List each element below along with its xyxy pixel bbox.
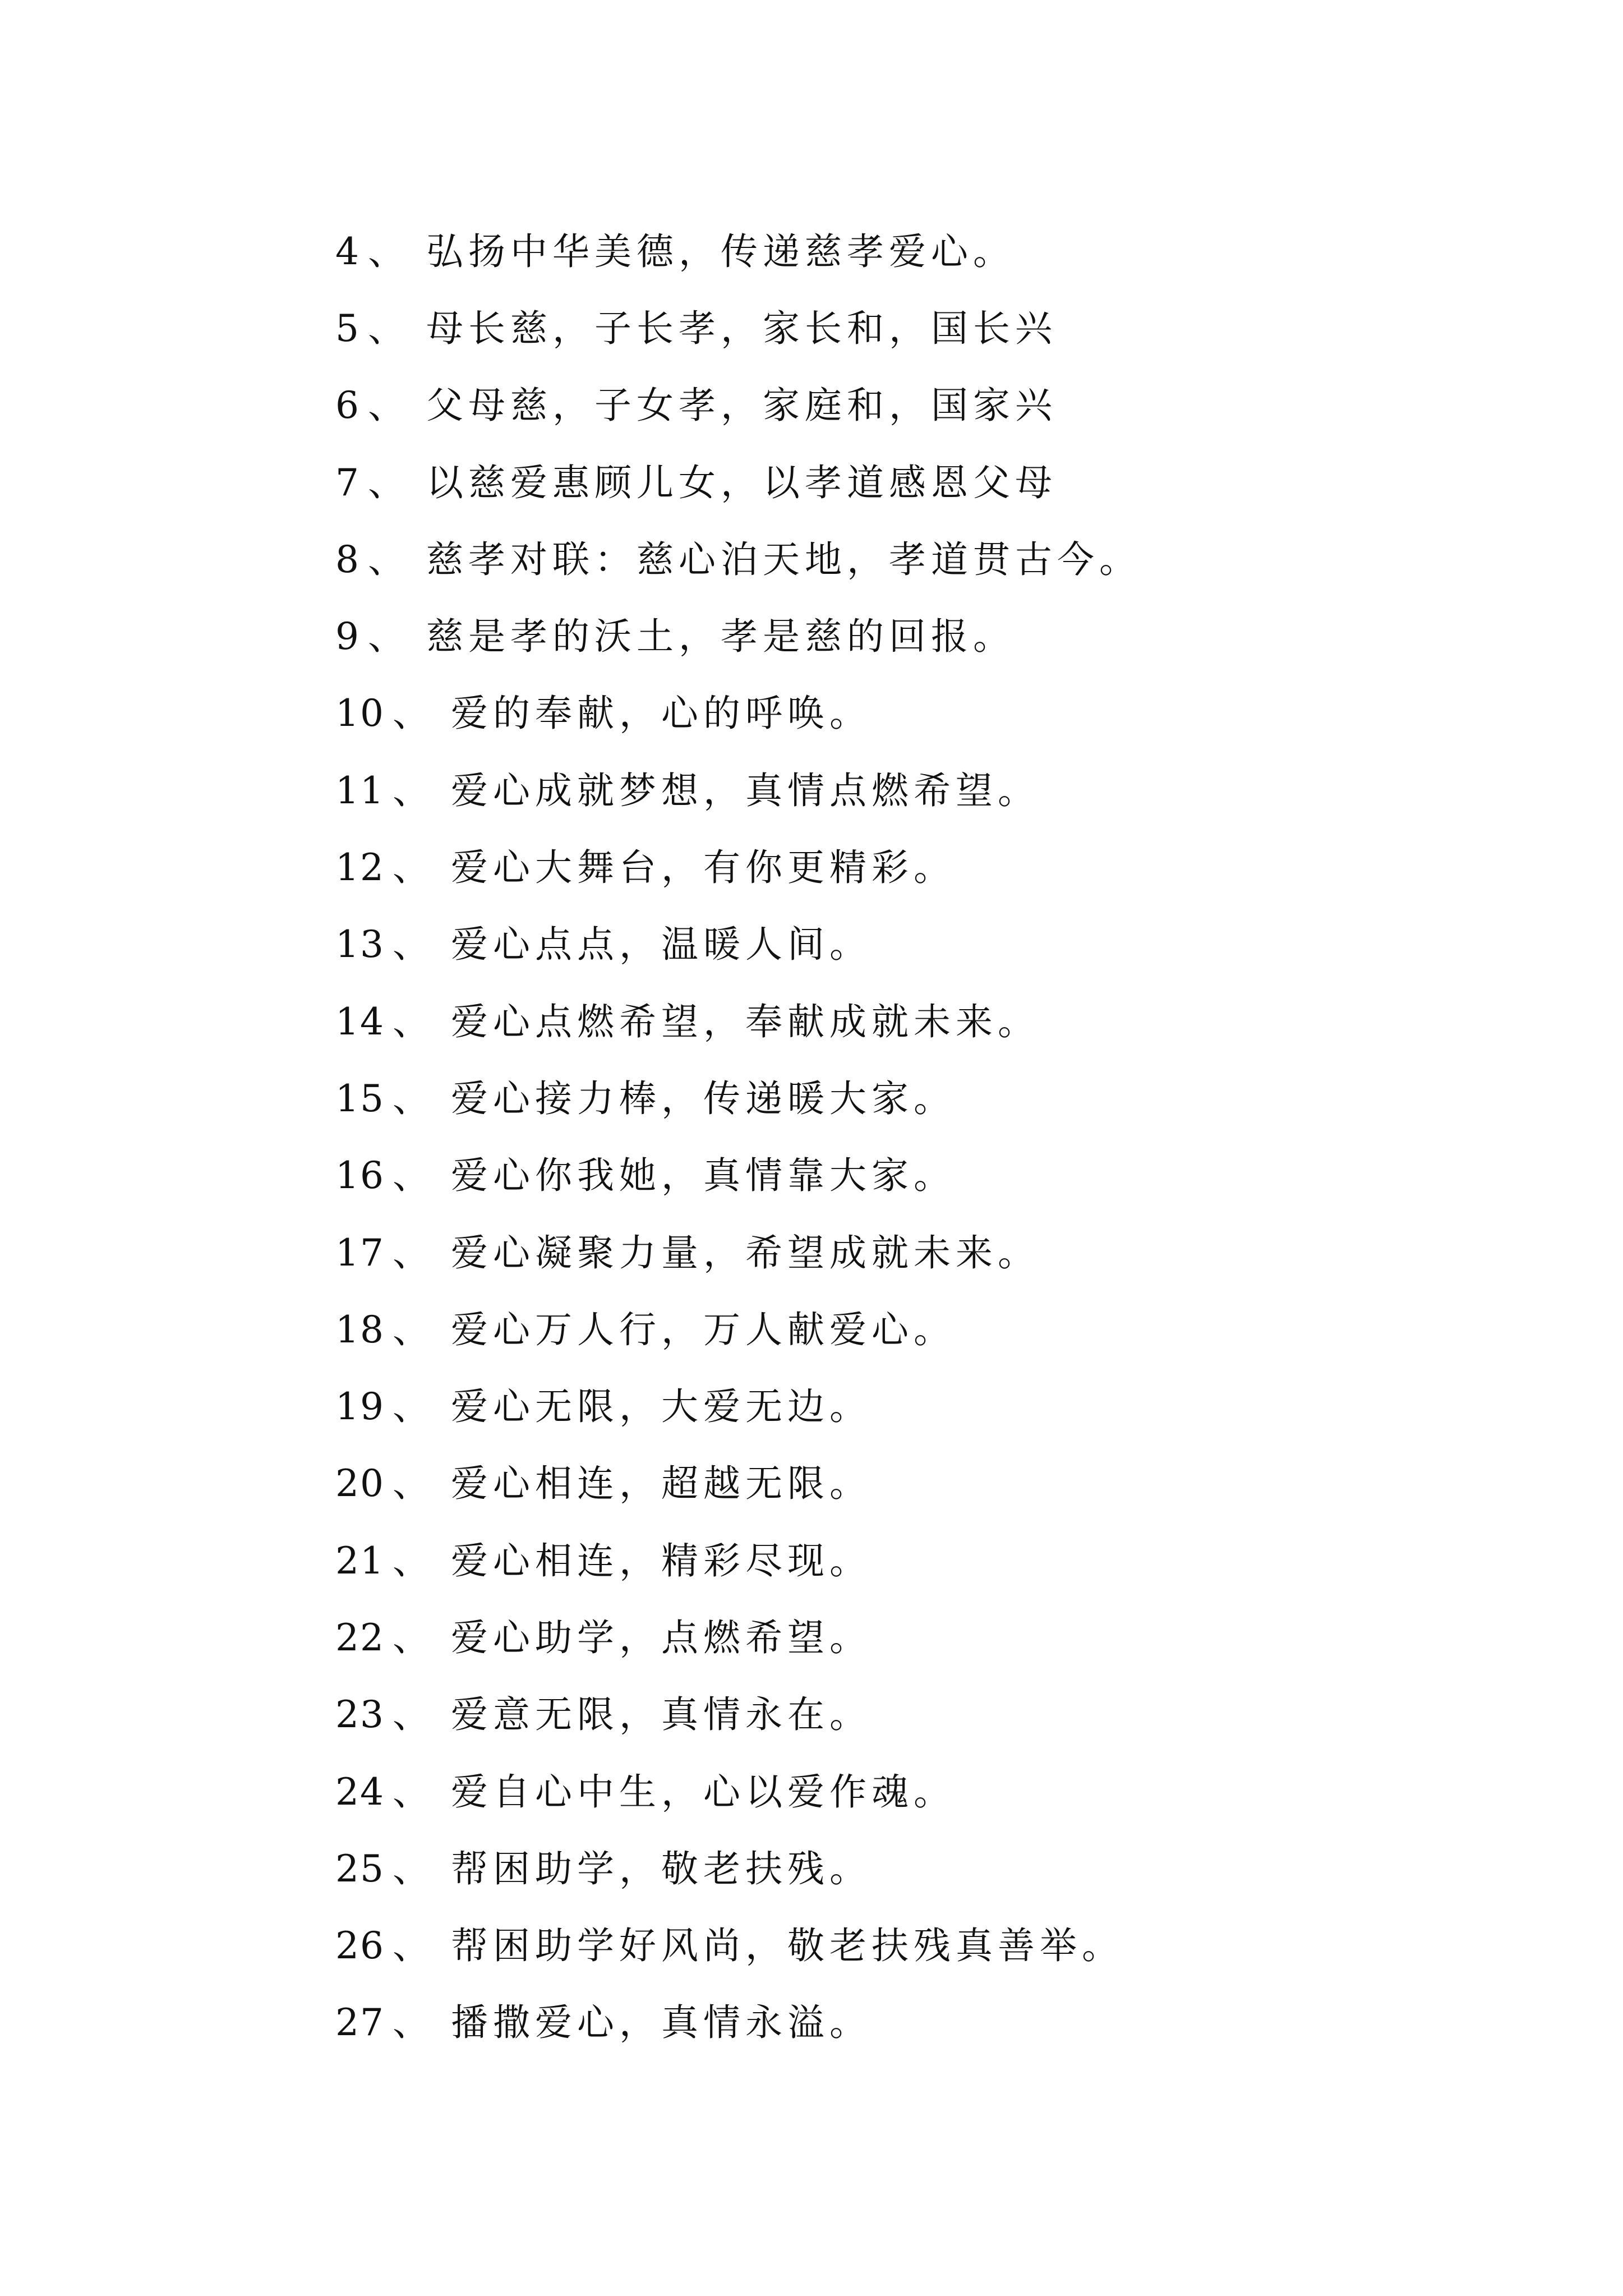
item-text: 父母慈，子女孝，家庭和，国家兴 (426, 384, 1057, 427)
item-text: 爱心你我她，真情靠大家。 (450, 1154, 956, 1198)
list-item (335, 1985, 1141, 2062)
list-item (335, 367, 1141, 444)
item-text: 播撒爱心，真情永溢。 (450, 2001, 872, 2045)
item-text: 慈孝对联：慈心泊天地，孝道贯古今。 (426, 537, 1141, 581)
item-number: 13 (335, 923, 385, 967)
list-item (335, 1830, 1141, 1907)
item-separator: 、 (368, 306, 405, 350)
item-number: 24 (335, 1770, 385, 1814)
item-number: 4 (335, 229, 360, 273)
item-text: 爱心相连，超越无限。 (450, 1462, 872, 1506)
item-text: 爱心成就梦想，真情点燃希望。 (450, 769, 1040, 812)
item-number: 7 (335, 461, 360, 504)
item-text: 爱心大舞台，有你更精彩。 (450, 846, 956, 890)
slogan-list (335, 213, 1141, 2062)
item-number: 8 (335, 537, 360, 581)
item-text: 爱心接力棒，传递暖大家。 (450, 1076, 956, 1120)
list-item (335, 1908, 1141, 1985)
list-item (335, 1522, 1141, 1599)
item-separator: 、 (368, 384, 405, 427)
list-item (335, 290, 1141, 367)
list-item (335, 444, 1141, 521)
item-text: 爱心无限，大爱无边。 (450, 1385, 872, 1429)
item-separator: 、 (392, 769, 430, 812)
list-item (335, 1677, 1141, 1754)
list-item (335, 1214, 1141, 1291)
list-item (335, 1754, 1141, 1830)
item-separator: 、 (392, 1539, 430, 1582)
item-separator: 、 (392, 1693, 430, 1737)
list-item (335, 598, 1141, 675)
list-item (335, 675, 1141, 752)
item-number: 11 (335, 769, 385, 812)
item-number: 17 (335, 1231, 385, 1274)
item-separator: 、 (392, 1154, 430, 1198)
item-number: 16 (335, 1154, 385, 1198)
item-text: 慈是孝的沃土，孝是慈的回报。 (426, 615, 1015, 659)
item-separator: 、 (392, 692, 430, 735)
item-separator: 、 (368, 615, 405, 659)
list-item (335, 1599, 1141, 1676)
item-text: 爱心凝聚力量，希望成就未来。 (450, 1231, 1040, 1274)
item-text: 爱心助学，点燃希望。 (450, 1616, 872, 1659)
item-separator: 、 (392, 1616, 430, 1659)
item-text: 以慈爱惠顾儿女，以孝道感恩父母 (426, 461, 1057, 504)
item-separator: 、 (392, 1770, 430, 1814)
list-item (335, 1060, 1141, 1137)
item-separator: 、 (392, 1924, 430, 1968)
item-text: 爱心万人行，万人献爱心。 (450, 1308, 956, 1351)
item-separator: 、 (392, 1076, 430, 1120)
item-number: 19 (335, 1385, 385, 1429)
item-text: 爱意无限，真情永在。 (450, 1693, 872, 1737)
list-item (335, 521, 1141, 598)
item-text: 弘扬中华美德，传递慈孝爱心。 (426, 229, 1015, 273)
item-text: 爱的奉献，心的呼唤。 (450, 692, 872, 735)
list-item (335, 907, 1141, 983)
item-number: 25 (335, 1847, 385, 1890)
item-number: 23 (335, 1693, 385, 1737)
item-separator: 、 (392, 923, 430, 967)
item-number: 12 (335, 846, 385, 890)
item-separator: 、 (392, 1000, 430, 1043)
item-number: 20 (335, 1462, 385, 1506)
list-item (335, 1138, 1141, 1214)
list-item (335, 1368, 1141, 1445)
list-item (335, 752, 1141, 829)
item-number: 6 (335, 384, 360, 427)
list-item (335, 1446, 1141, 1522)
list-item (335, 1291, 1141, 1368)
item-separator: 、 (368, 537, 405, 581)
item-number: 9 (335, 615, 360, 659)
item-number: 21 (335, 1539, 385, 1582)
item-separator: 、 (392, 1385, 430, 1429)
item-separator: 、 (392, 1847, 430, 1890)
list-item (335, 213, 1141, 290)
item-number: 27 (335, 2001, 385, 2045)
item-separator: 、 (392, 1462, 430, 1506)
item-text: 爱心点燃希望，奉献成就未来。 (450, 1000, 1040, 1043)
item-number: 15 (335, 1076, 385, 1120)
item-text: 帮困助学好风尚，敬老扶残真善举。 (450, 1924, 1124, 1968)
item-separator: 、 (368, 461, 405, 504)
item-text: 母长慈，子长孝，家长和，国长兴 (426, 306, 1057, 350)
item-text: 爱自心中生，心以爱作魂。 (450, 1770, 956, 1814)
item-text: 爱心点点，温暖人间。 (450, 923, 872, 967)
item-separator: 、 (392, 2001, 430, 2045)
item-number: 22 (335, 1616, 385, 1659)
item-text: 帮困助学，敬老扶残。 (450, 1847, 872, 1890)
item-number: 18 (335, 1308, 385, 1351)
item-number: 5 (335, 306, 360, 350)
item-number: 26 (335, 1924, 385, 1968)
item-separator: 、 (368, 229, 405, 273)
item-separator: 、 (392, 1231, 430, 1274)
item-separator: 、 (392, 846, 430, 890)
item-separator: 、 (392, 1308, 430, 1351)
item-number: 14 (335, 1000, 385, 1043)
list-item (335, 983, 1141, 1060)
item-text: 爱心相连，精彩尽现。 (450, 1539, 872, 1582)
item-number: 10 (335, 692, 385, 735)
list-item (335, 829, 1141, 906)
